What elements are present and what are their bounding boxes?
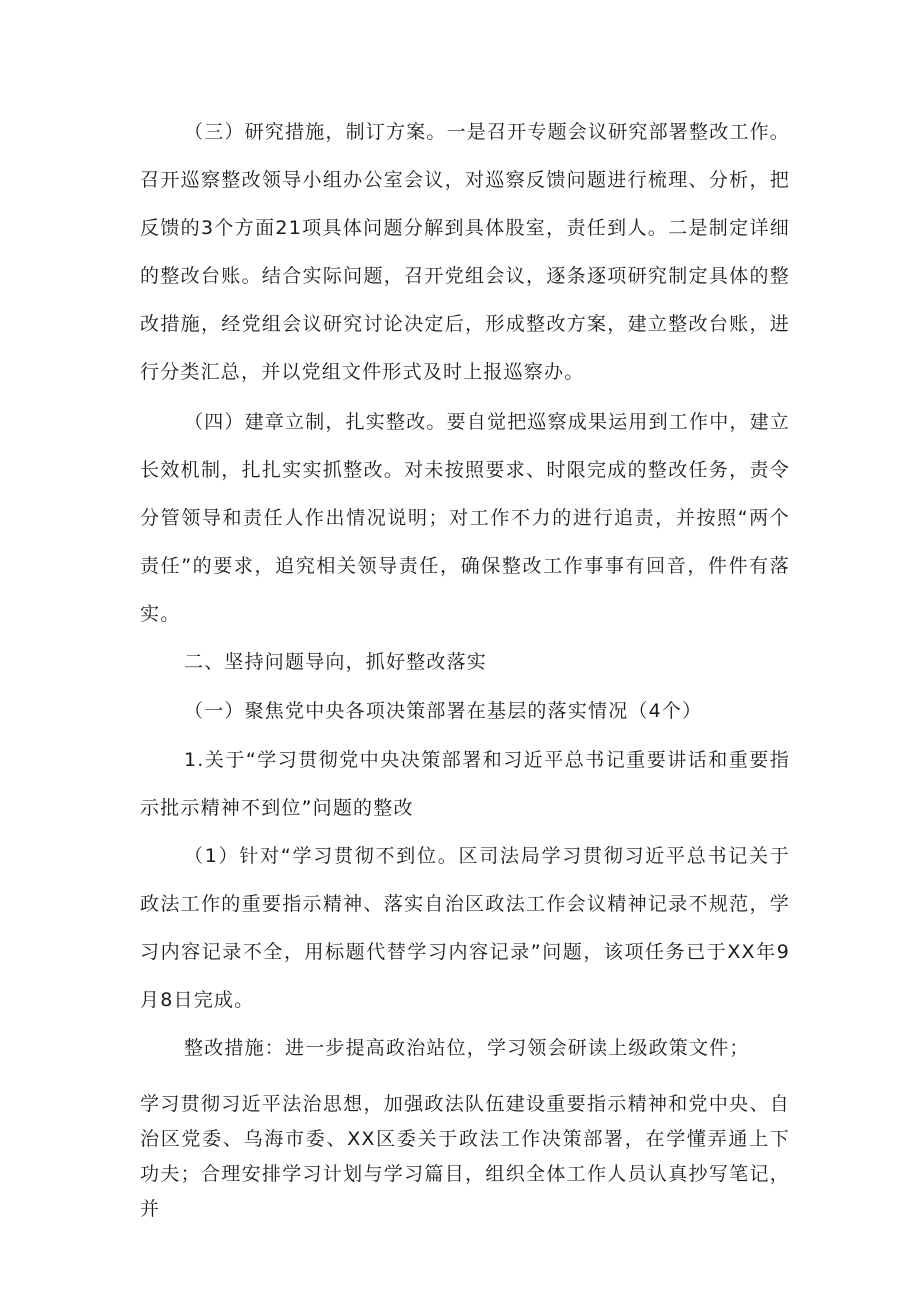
item-1-heading: 1.关于“学习贯彻党中央决策部署和习近平总书记重要讲话和重要指示批示精神不到位”问题的整改 [140,749,790,819]
section-heading-2: 二、坚持问题导向，抓好整改落实 [184,651,488,673]
measures-continuation: 学习贯彻习近平法治思想，加强政法队伍建设重要指示精神和党中央、自治区党委、乌海市委、XX区委关于政法工作决策部署，在学懂弄通上下功夫；合理安排学习计划与学习篇目，组织全体工作人员认真抄写笔记，并 [140,1093,790,1220]
subsection-heading-2-1: （一）聚焦党中央各项决策部署在基层的落实情况（4个） [184,700,703,722]
paragraph-study-measures: （三）研究措施，制订方案。一是召开专题会议研究部署整改工作。召开巡察整改领导小组办公室会议，对巡察反馈问题进行梳理、分析，把反馈的3个方面21项具体问题分解到具体股室，责任到人。二是制定详细的整改台账。结合实际问题，召开党组会议，逐条逐项研究制定具体的整改措施，经党组会议研究讨论决定后，形成整改方案，建立整改台账，进行分类汇总，并以党组文件形式及时上报巡察办。 [140,121,791,383]
measures-intro: 整改措施：进一步提高政治站位，学习领会研读上级政策文件； [184,1037,750,1059]
paragraph-rules-rectification: （四）建章立制，扎实整改。要自觉把巡察成果运用到工作中，建立长效机制，扎扎实实抓整改。对未按照要求、时限完成的整改任务，责令分管领导和责任人作出情况说明；对工作不力的进行追责，并按照“两个责任”的要求，追究相关领导责任，确保整改工作事事有回音，件件有落实。 [140,411,791,625]
item-1-1-paragraph: （1）针对“学习贯彻不到位。区司法局学习贯彻习近平总书记关于政法工作的重要指示精神、落实自治区政法工作会议精神记录不规范，学习内容记录不全，用标题代替学习内容记录”问题，该项任务已于XX年9月8日完成。 [140,845,790,1011]
